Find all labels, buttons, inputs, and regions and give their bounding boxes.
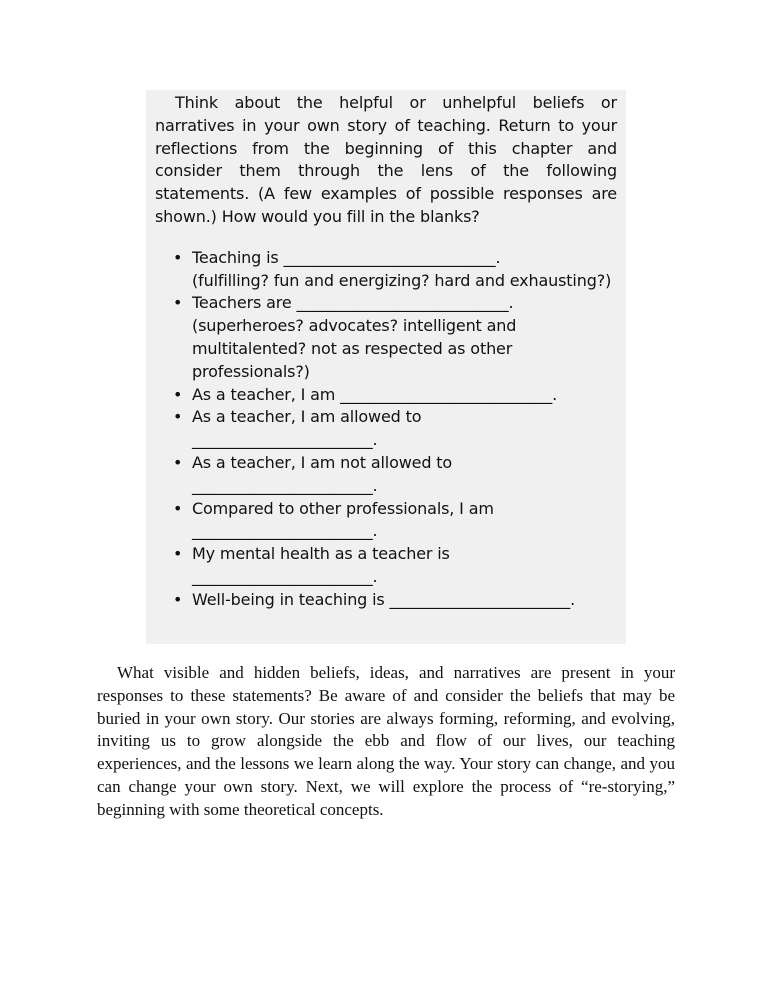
reflection-box	[146, 90, 626, 644]
list-item-text: Teaching is ___________________________.	[192, 247, 501, 267]
bullet-icon: •	[173, 452, 183, 472]
list-item-blank: _______________________.	[192, 521, 378, 541]
list-item-blank: _______________________.	[192, 475, 378, 495]
reflection-list	[155, 247, 617, 612]
list-item-text: Well-being in teaching is _______________________.	[192, 589, 576, 609]
list-item	[155, 543, 617, 589]
list-item-text: My mental health as a teacher is	[192, 544, 450, 564]
list-item	[155, 406, 617, 452]
bullet-icon: •	[173, 407, 183, 427]
list-item-blank: _______________________.	[192, 430, 378, 450]
list-item	[155, 589, 617, 612]
list-item	[155, 384, 617, 407]
list-item-examples: (fulfilling? fun and energizing? hard and exhausting?)	[192, 270, 612, 290]
bullet-icon: •	[173, 384, 183, 404]
list-item	[155, 452, 617, 498]
list-item-text: As a teacher, I am not allowed to	[192, 452, 453, 472]
list-item	[155, 247, 617, 293]
bullet-icon: •	[173, 247, 183, 267]
list-item-text: Compared to other professionals, I am	[192, 498, 494, 518]
body-text	[97, 662, 675, 822]
list-item-examples: (superheroes? advocates? intelligent and multitalented? not as respected as other professionals?)	[192, 316, 517, 381]
bullet-icon: •	[173, 293, 183, 313]
body-paragraph: What visible and hidden beliefs, ideas, and narratives are present in your responses to these statements? Be aware of and consider the beliefs that may be buried in your own story. Our stories are always forming, reforming, and evolving, inviting us to grow alongside the ebb and flow of our lives, our teaching experiences, and the lessons we learn along the way. Your story can change, and you can change your own story. Next, we will explore the process of “re-storying,” beginning with some theoretical concepts.	[97, 663, 675, 819]
list-item-text: As a teacher, I am ___________________________.	[192, 384, 558, 404]
list-item	[155, 498, 617, 544]
list-item-blank: _______________________.	[192, 566, 378, 586]
bullet-icon: •	[173, 544, 183, 564]
reflection-intro: Think about the helpful or unhelpful beliefs or narratives in your own story of teaching. Return to your reflections from the beginning of this chapter and consider them through the lens of the following statements. (A few examples of possible responses are shown.) How would you fill in the blanks?	[155, 93, 617, 226]
list-item-text: Teachers are ___________________________.	[192, 293, 514, 313]
bullet-icon: •	[173, 589, 183, 609]
list-item-text: As a teacher, I am allowed to	[192, 407, 422, 427]
bullet-icon: •	[173, 498, 183, 518]
list-item	[155, 292, 617, 383]
